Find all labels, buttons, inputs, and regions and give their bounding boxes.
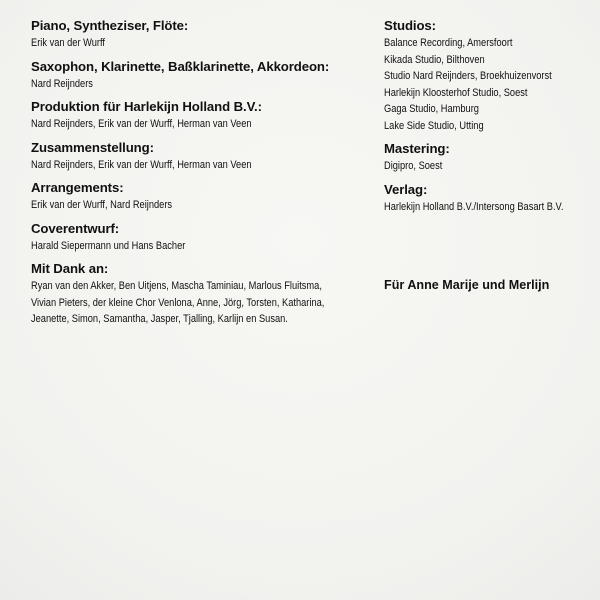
section-heading: Mastering: — [384, 141, 450, 156]
text-line: Ryan van den Akker, Ben Uitjens, Mascha Taminiau, Marlous Fluitsma, — [31, 280, 322, 292]
credits-left-column — [31, 18, 361, 335]
text-line: Digipro, Soest — [384, 160, 443, 172]
section-text — [31, 197, 315, 214]
text-line: Erik van der Wurff — [31, 37, 105, 49]
dedication: Für Anne Marije und Merlijn — [384, 278, 550, 292]
section-text — [384, 35, 565, 134]
section-text — [384, 158, 565, 175]
section-heading: Saxophon, Klarinette, Baßklarinette, Akkordeon: — [31, 58, 330, 74]
section-heading: Arrangements: — [31, 180, 124, 195]
credit-section-thanks — [31, 261, 361, 328]
text-line: Erik van der Wurff, Nard Reijnders — [31, 199, 173, 211]
text-line: Nard Reijnders, Erik van der Wurff, Herman van Veen — [31, 118, 252, 130]
section-heading: Studios: — [384, 18, 436, 33]
text-line: Vivian Pieters, der kleine Chor Venlona, Anne, Jörg, Torsten, Katharina, — [31, 296, 325, 309]
text-line: Lake Side Studio, Utting — [384, 119, 484, 132]
credit-section-compilation — [31, 140, 361, 174]
credits-right-column — [384, 18, 594, 222]
section-text — [31, 238, 315, 255]
credit-section-arrangements — [31, 180, 361, 214]
section-heading: Mit Dank an: — [31, 261, 109, 276]
section-heading: Zusammenstellung: — [31, 139, 154, 155]
section-text — [31, 76, 315, 93]
section-text — [31, 278, 325, 328]
text-line: Harlekijn Kloosterhof Studio, Soest — [384, 86, 528, 99]
section-text — [31, 35, 315, 52]
text-line: Nard Reijnders — [31, 77, 93, 90]
credit-section-instruments-1 — [31, 18, 361, 52]
text-line: Balance Recording, Amersfoort — [384, 37, 513, 49]
credit-section-mastering — [384, 141, 594, 175]
text-line: Harlekijn Holland B.V./Intersong Basart B.V. — [384, 200, 564, 213]
text-line: Nard Reijnders, Erik van der Wurff, Herman van Veen — [31, 158, 252, 171]
text-line: Studio Nard Reijnders, Broekhuizenvorst — [384, 70, 552, 82]
text-line: Gaga Studio, Hamburg — [384, 103, 479, 115]
section-heading: Verlag: — [384, 181, 428, 197]
text-line: Harald Siepermann und Hans Bacher — [31, 239, 186, 252]
credit-section-studios — [384, 18, 594, 134]
section-text — [31, 116, 315, 133]
credit-section-production — [31, 99, 361, 133]
text-line: Jeanette, Simon, Samantha, Jasper, Tjalling, Karlijn en Susan. — [31, 313, 288, 325]
section-heading: Coverentwurf: — [31, 220, 120, 236]
section-text — [384, 199, 565, 216]
section-heading: Piano, Syntheziser, Flöte: — [31, 18, 189, 33]
section-text — [31, 157, 315, 174]
text-line: Kikada Studio, Bilthoven — [384, 53, 485, 66]
section-heading: Produktion für Harlekijn Holland B.V.: — [31, 99, 262, 114]
credit-section-instruments-2 — [31, 59, 361, 93]
credit-section-cover — [31, 221, 361, 255]
credit-section-publisher — [384, 182, 594, 216]
